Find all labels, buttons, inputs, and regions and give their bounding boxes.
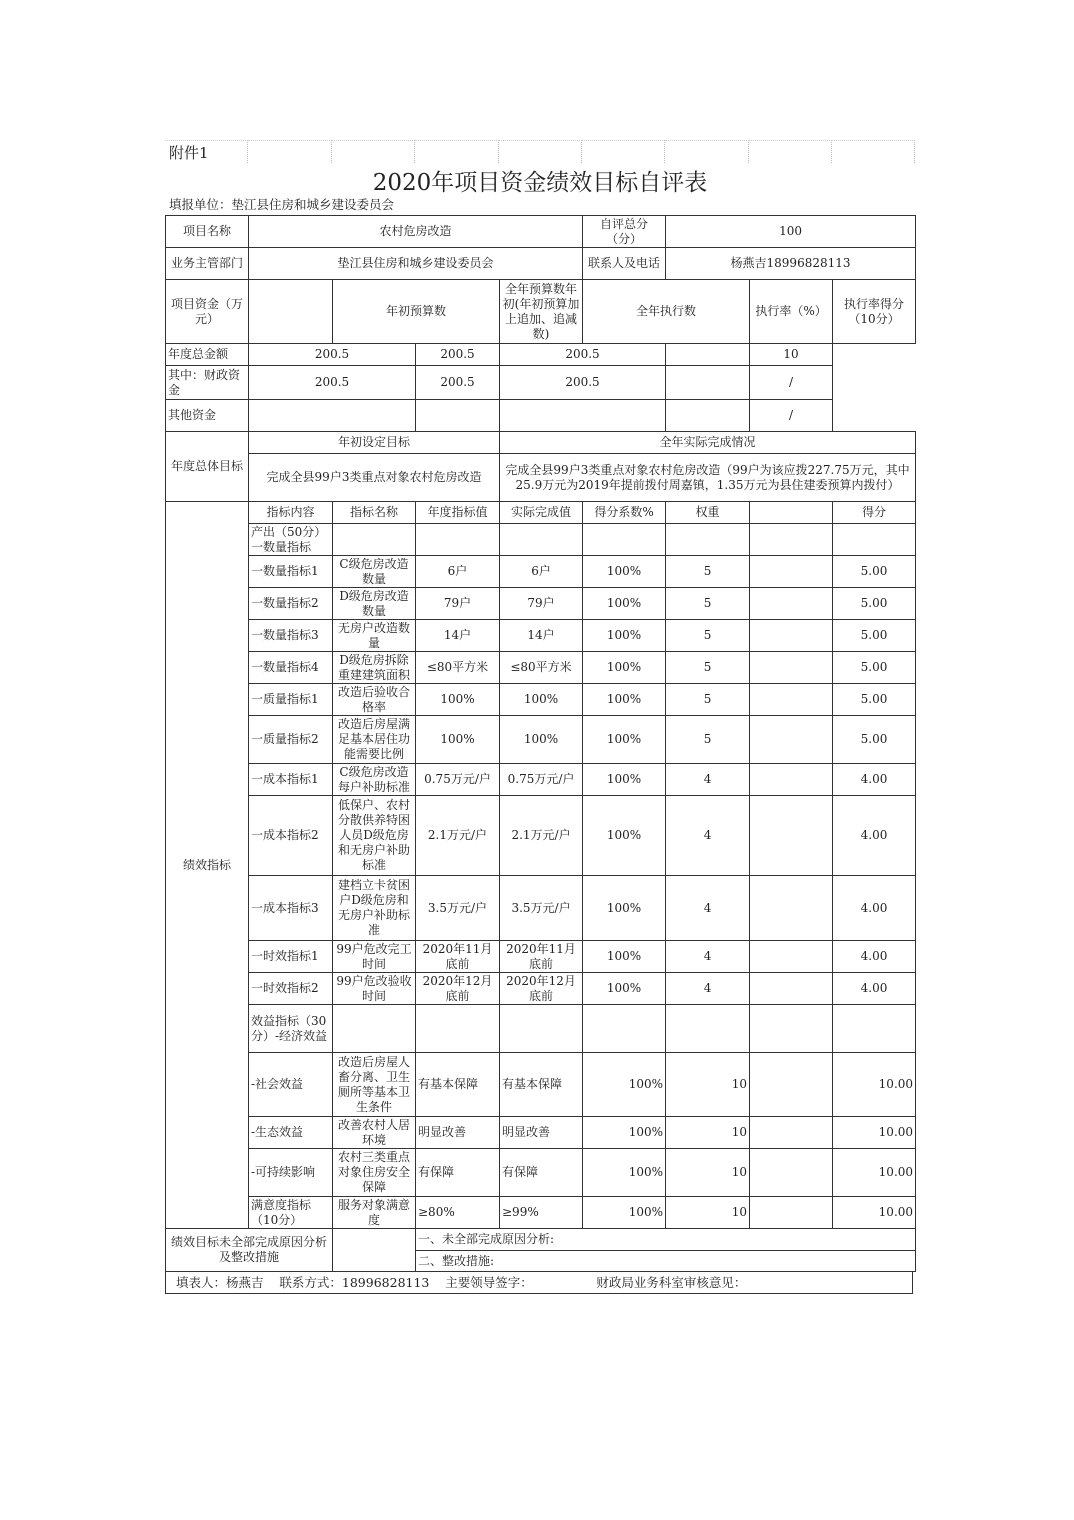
indicator-blank — [750, 1149, 833, 1197]
indicator-score: 4.00 — [833, 796, 916, 876]
indicator-name: 农村三类重点对象住房安全保障 — [333, 1149, 416, 1197]
funds-exec: 200.5 — [500, 344, 666, 366]
indicator-weight: 5 — [666, 588, 750, 620]
indicator-actual: 100% — [500, 716, 583, 764]
indicator-name: 无房户改造数量 — [333, 620, 416, 652]
indicator-name: D级危房拆除重建建筑面积 — [333, 652, 416, 684]
indicator-score — [833, 1005, 916, 1053]
indicator-score: 4.00 — [833, 764, 916, 796]
indicator-actual: ≤80平方米 — [500, 652, 583, 684]
indicator-score: 5.00 — [833, 588, 916, 620]
indicator-blank — [750, 524, 833, 556]
indicator-content: 一数量指标2 — [249, 588, 333, 620]
indicator-coef: 100% — [583, 716, 666, 764]
indicator-blank — [750, 652, 833, 684]
dept-value: 垫江县住房和城乡建设委员会 — [249, 248, 583, 280]
indicator-actual: 79户 — [500, 588, 583, 620]
indicator-weight — [666, 1005, 750, 1053]
reasons-measures: 二、整改措施: — [416, 1251, 916, 1272]
indicator-target: 79户 — [416, 588, 500, 620]
score-label: 自评总分（分） — [583, 216, 666, 248]
indicator-content: 一数量指标3 — [249, 620, 333, 652]
indicator-content: 一质量指标2 — [249, 716, 333, 764]
indicator-target: 有保障 — [416, 1149, 500, 1197]
indicator-weight: 4 — [666, 973, 750, 1005]
indicator-coef: 100% — [583, 941, 666, 973]
indicators-section-label: 绩效指标 — [166, 502, 249, 1229]
indicator-target: 3.5万元/户 — [416, 876, 500, 941]
funds-row-label: 其他资金 — [166, 400, 249, 432]
funds-initial — [249, 400, 416, 432]
indicator-blank — [750, 973, 833, 1005]
funds-header-score: 执行率得分（10分） — [833, 280, 916, 344]
indicator-target: 100% — [416, 684, 500, 716]
indicator-coef: 100% — [583, 973, 666, 1005]
indicator-actual: 3.5万元/户 — [500, 876, 583, 941]
indicator-weight: 5 — [666, 716, 750, 764]
indicators-header: 得分系数% — [583, 502, 666, 524]
indicator-row — [166, 652, 916, 684]
indicator-row — [166, 588, 916, 620]
indicator-weight: 10 — [666, 1149, 750, 1197]
evaluation-table — [165, 215, 916, 1272]
funds-section-label: 项目资金（万元） — [166, 280, 249, 344]
indicators-header: 实际完成值 — [500, 502, 583, 524]
indicator-target: ≥80% — [416, 1197, 500, 1229]
indicator-coef: 100% — [583, 652, 666, 684]
indicator-name: 改造后验收合格率 — [333, 684, 416, 716]
indicators-header-row — [166, 502, 916, 524]
goal-set-text: 完成全县99户3类重点对象农村危房改造 — [249, 454, 500, 502]
goal-set-header: 年初设定目标 — [249, 432, 500, 454]
indicator-blank — [750, 764, 833, 796]
indicator-blank — [750, 716, 833, 764]
goal-section-label: 年度总体目标 — [166, 432, 249, 502]
indicators-header: 得分 — [833, 502, 916, 524]
indicator-content: 一成本指标2 — [249, 796, 333, 876]
goal-actual-text: 完成全县99户3类重点对象农村危房改造（99户为该应拨227.75万元，其中25.9万元为2019年提前拨付周嘉镇，1.35万元为县住建委预算内拨付） — [500, 454, 916, 502]
indicator-blank — [750, 876, 833, 941]
indicator-weight: 4 — [666, 876, 750, 941]
indicator-target: 2020年12月底前 — [416, 973, 500, 1005]
header-gridline — [165, 140, 915, 163]
indicator-target: 0.75万元/户 — [416, 764, 500, 796]
indicators-header: 指标名称 — [333, 502, 416, 524]
indicator-coef: 100% — [583, 876, 666, 941]
indicator-coef: 100% — [583, 1149, 666, 1197]
funds-header-full: 全年预算数年初(年初预算加上追加、追减数) — [500, 280, 583, 344]
funds-score: / — [750, 400, 833, 432]
indicator-actual: 2020年12月底前 — [500, 973, 583, 1005]
indicator-weight: 4 — [666, 941, 750, 973]
indicator-score: 5.00 — [833, 684, 916, 716]
indicator-blank — [750, 1117, 833, 1149]
funds-header-blank — [249, 280, 333, 344]
indicator-coef: 100% — [583, 1197, 666, 1229]
indicator-content: 产出（50分）一数量指标 — [249, 524, 333, 556]
indicator-blank — [750, 684, 833, 716]
indicator-target: 6户 — [416, 556, 500, 588]
indicator-actual: 明显改善 — [500, 1117, 583, 1149]
project-name-value: 农村危房改造 — [249, 216, 583, 248]
indicator-actual: 0.75万元/户 — [500, 764, 583, 796]
funds-score: / — [750, 366, 833, 400]
indicator-actual: 有基本保障 — [500, 1053, 583, 1117]
indicator-name: C级危房改造每户补助标准 — [333, 764, 416, 796]
indicator-target: 2020年11月底前 — [416, 941, 500, 973]
indicator-weight: 10 — [666, 1053, 750, 1117]
funds-row — [166, 366, 916, 400]
footer-signature-line: 填表人：杨燕吉 联系方式：18996828113 主要领导签字： 财政局业务科室审核意见： — [165, 1272, 913, 1294]
indicator-coef: 100% — [583, 684, 666, 716]
indicator-name: D级危房改造数量 — [333, 588, 416, 620]
funds-row — [166, 344, 916, 366]
indicator-content: -可持续影响 — [249, 1149, 333, 1197]
indicator-weight — [666, 524, 750, 556]
indicator-score: 10.00 — [833, 1053, 916, 1117]
indicator-coef: 100% — [583, 588, 666, 620]
indicators-header: 权重 — [666, 502, 750, 524]
indicator-score — [833, 524, 916, 556]
indicator-target: 14户 — [416, 620, 500, 652]
indicator-row — [166, 1005, 916, 1053]
indicator-content: -生态效益 — [249, 1117, 333, 1149]
indicators-header: 指标内容 — [249, 502, 333, 524]
goal-actual-header: 全年实际完成情况 — [500, 432, 916, 454]
indicator-weight: 10 — [666, 1117, 750, 1149]
funds-initial: 200.5 — [249, 344, 416, 366]
indicator-name: 改造后房屋人畜分离、卫生厕所等基本卫生条件 — [333, 1053, 416, 1117]
indicator-row — [166, 556, 916, 588]
indicator-target — [416, 524, 500, 556]
indicator-content: 一数量指标1 — [249, 556, 333, 588]
indicator-target: 明显改善 — [416, 1117, 500, 1149]
indicator-target: 2.1万元/户 — [416, 796, 500, 876]
funds-full: 200.5 — [416, 344, 500, 366]
indicator-actual — [500, 1005, 583, 1053]
indicator-content: 效益指标（30分）-经济效益 — [249, 1005, 333, 1053]
indicator-name: 低保户、农村分散供养特困人员D级危房和无房户补助标准 — [333, 796, 416, 876]
indicator-content: 一成本指标1 — [249, 764, 333, 796]
indicator-content: 一数量指标4 — [249, 652, 333, 684]
indicator-row — [166, 1149, 916, 1197]
fill-unit: 填报单位：垫江县住房和城乡建设委员会 — [169, 197, 395, 212]
indicator-score: 4.00 — [833, 941, 916, 973]
project-name-label: 项目名称 — [166, 216, 249, 248]
indicator-coef: 100% — [583, 620, 666, 652]
indicator-actual: 2.1万元/户 — [500, 796, 583, 876]
contact-label: 联系人及电话 — [583, 248, 666, 280]
funds-initial: 200.5 — [249, 366, 416, 400]
indicator-name: 99户危改完工时间 — [333, 941, 416, 973]
indicator-weight: 5 — [666, 556, 750, 588]
indicator-actual: 2020年11月底前 — [500, 941, 583, 973]
indicator-row — [166, 973, 916, 1005]
indicator-row — [166, 1197, 916, 1229]
indicator-coef: 100% — [583, 1053, 666, 1117]
funds-exec — [500, 400, 666, 432]
indicator-weight: 4 — [666, 796, 750, 876]
indicator-row — [166, 716, 916, 764]
indicator-coef: 100% — [583, 796, 666, 876]
indicator-content: 一时效指标1 — [249, 941, 333, 973]
funds-header-rate: 执行率（%） — [750, 280, 833, 344]
indicator-score: 5.00 — [833, 556, 916, 588]
indicator-blank — [750, 588, 833, 620]
indicator-score: 4.00 — [833, 973, 916, 1005]
indicator-row — [166, 764, 916, 796]
indicator-actual: 6户 — [500, 556, 583, 588]
indicator-name: C级危房改造数量 — [333, 556, 416, 588]
indicator-blank — [750, 1197, 833, 1229]
indicator-blank — [750, 1005, 833, 1053]
indicator-target: ≤80平方米 — [416, 652, 500, 684]
indicator-score: 5.00 — [833, 716, 916, 764]
indicator-weight: 4 — [666, 764, 750, 796]
funds-header-initial: 年初预算数 — [333, 280, 500, 344]
indicator-coef — [583, 524, 666, 556]
indicator-weight: 5 — [666, 684, 750, 716]
funds-row-label: 年度总金额 — [166, 344, 249, 366]
indicator-row — [166, 796, 916, 876]
indicator-score: 10.00 — [833, 1117, 916, 1149]
indicator-row — [166, 684, 916, 716]
reasons-label: 绩效目标未全部完成原因分析及整改措施 — [166, 1229, 333, 1272]
indicator-row — [166, 876, 916, 941]
indicator-row — [166, 620, 916, 652]
indicator-name: 服务对象满意度 — [333, 1197, 416, 1229]
indicator-target — [416, 1005, 500, 1053]
indicator-weight: 5 — [666, 620, 750, 652]
funds-full — [416, 400, 500, 432]
indicator-blank — [750, 1053, 833, 1117]
indicators-header: 年度指标值 — [416, 502, 500, 524]
indicator-row — [166, 1053, 916, 1117]
score-value: 100 — [666, 216, 916, 248]
reasons-blank — [333, 1229, 416, 1272]
funds-row — [166, 400, 916, 432]
funds-row-label: 其中：财政资金 — [166, 366, 249, 400]
indicator-score: 5.00 — [833, 652, 916, 684]
indicator-actual: 有保障 — [500, 1149, 583, 1197]
indicator-target: 有基本保障 — [416, 1053, 500, 1117]
funds-exec: 200.5 — [500, 366, 666, 400]
indicator-row — [166, 524, 916, 556]
indicator-actual: 100% — [500, 684, 583, 716]
indicator-coef: 100% — [583, 556, 666, 588]
indicator-actual: 14户 — [500, 620, 583, 652]
funds-full: 200.5 — [416, 366, 500, 400]
indicator-content: 一质量指标1 — [249, 684, 333, 716]
indicator-target: 100% — [416, 716, 500, 764]
reasons-analysis: 一、未全部完成原因分析: — [416, 1229, 916, 1251]
funds-rate — [666, 366, 750, 400]
indicator-row — [166, 1117, 916, 1149]
indicator-weight: 5 — [666, 652, 750, 684]
indicator-blank — [750, 556, 833, 588]
page-title: 2020年项目资金绩效目标自评表 — [372, 170, 708, 196]
indicator-blank — [750, 620, 833, 652]
indicator-coef: 100% — [583, 764, 666, 796]
funds-header-exec: 全年执行数 — [583, 280, 750, 344]
indicator-actual — [500, 524, 583, 556]
indicator-name: 改善农村人居环境 — [333, 1117, 416, 1149]
contact-value: 杨燕吉18996828113 — [666, 248, 916, 280]
indicator-coef — [583, 1005, 666, 1053]
dept-label: 业务主管部门 — [166, 248, 249, 280]
indicator-row — [166, 941, 916, 973]
indicators-header — [750, 502, 833, 524]
indicator-content: 一成本指标3 — [249, 876, 333, 941]
indicator-name — [333, 524, 416, 556]
indicator-score: 5.00 — [833, 620, 916, 652]
funds-rate — [666, 400, 750, 432]
indicator-actual: ≥99% — [500, 1197, 583, 1229]
indicator-weight: 10 — [666, 1197, 750, 1229]
indicator-coef: 100% — [583, 1117, 666, 1149]
indicator-name: 建档立卡贫困户D级危房和无房户补助标准 — [333, 876, 416, 941]
indicator-score: 10.00 — [833, 1149, 916, 1197]
indicator-content: 满意度指标（10分） — [249, 1197, 333, 1229]
attachment-label: 附件1 — [169, 144, 209, 162]
indicator-content: 一时效指标2 — [249, 973, 333, 1005]
indicator-name: 改造后房屋满足基本居住功能需要比例 — [333, 716, 416, 764]
indicator-name — [333, 1005, 416, 1053]
indicator-score: 4.00 — [833, 876, 916, 941]
funds-score: 10 — [750, 344, 833, 366]
indicator-content: -社会效益 — [249, 1053, 333, 1117]
indicator-blank — [750, 941, 833, 973]
indicator-score: 10.00 — [833, 1197, 916, 1229]
indicator-blank — [750, 796, 833, 876]
funds-rate — [666, 344, 750, 366]
indicator-name: 99户危改验收时间 — [333, 973, 416, 1005]
